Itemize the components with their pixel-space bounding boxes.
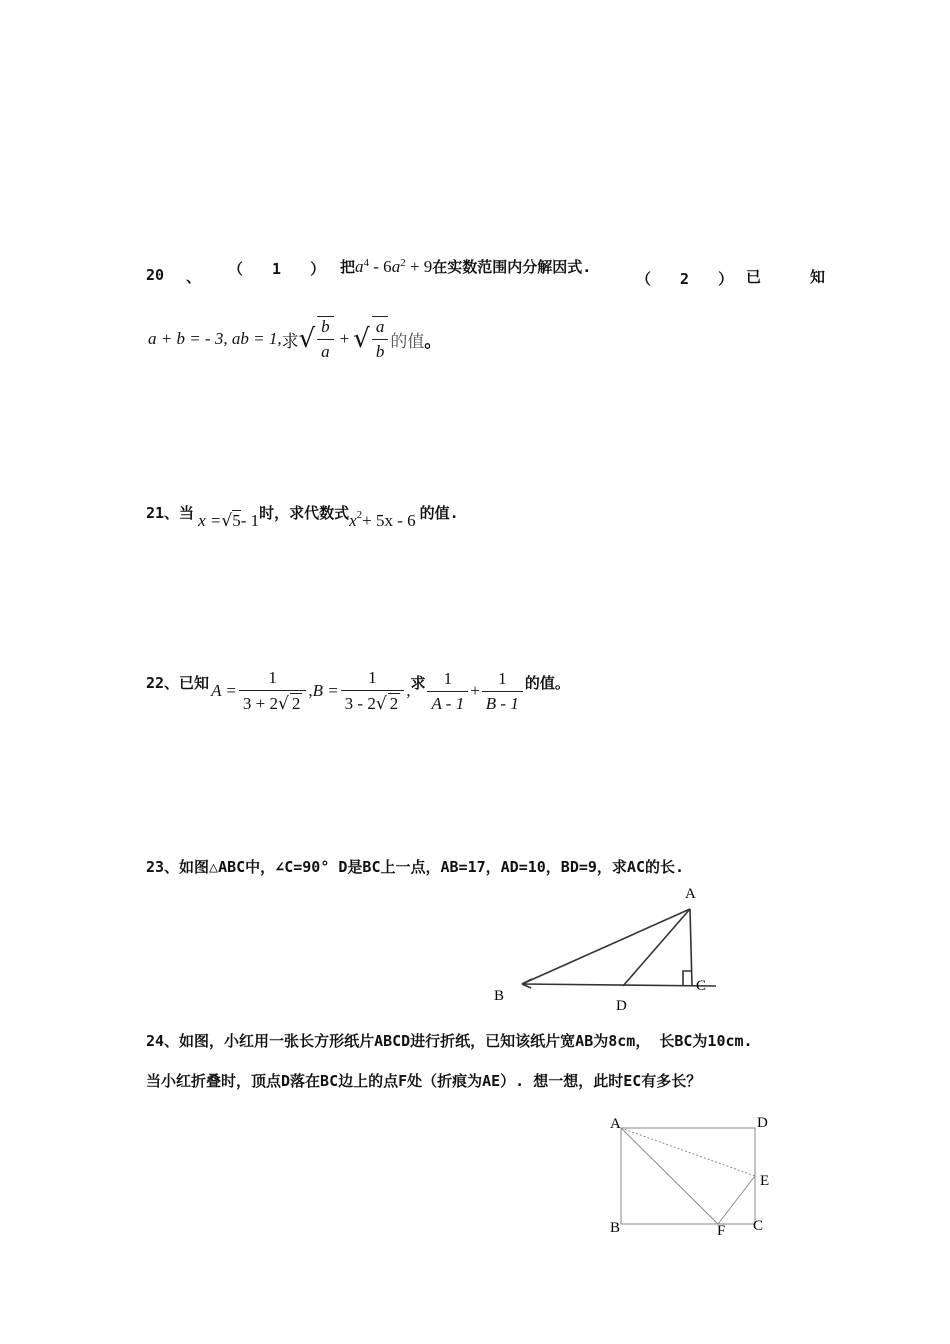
q24-segment-af xyxy=(621,1128,718,1224)
q20-part2-marker: （ 2 ） xyxy=(636,270,744,288)
q22-statement: 22、已知 A = $\frac{1}{3 + 2√ 2}$ , B = $\frac{1}{3 - 2√ 2}$ , 求 $\frac{1}{A - 1}$ + $\frac{1}{B - 1}$ 的值。 xyxy=(146,668,570,714)
q24-label-a: A xyxy=(610,1116,621,1132)
q20-known: 已 知 xyxy=(746,268,846,286)
q23-triangle-figure xyxy=(480,876,730,1016)
q23-right-angle-mark xyxy=(683,971,692,986)
q23-segment-ab xyxy=(522,909,690,984)
q23-segment-bc xyxy=(522,984,716,986)
q23-label-b: B xyxy=(494,988,505,1004)
q20-separator: 、 xyxy=(186,268,202,286)
q23-segment-ac xyxy=(690,909,692,986)
q23-label-c: C xyxy=(696,978,707,994)
q24-rectangle-abcd xyxy=(621,1128,755,1224)
q24-fold-figure xyxy=(600,1108,790,1238)
q23-statement: 23、如图△ABC中，∠C=90° D是BC上一点，AB=17，AD=10，BD=9，求AC的长. xyxy=(146,858,685,876)
q24-statement-line1: 24、如图，小红用一张长方形纸片ABCD进行折纸，已知该纸片宽AB为8cm， 长BC为10cm. xyxy=(146,1032,753,1050)
q23-label-a: A xyxy=(685,886,696,902)
q24-segment-fe xyxy=(718,1176,755,1224)
q24-statement-line2: 当小红折叠时，顶点D落在BC边上的点F处（折痕为AE）. 想一想，此时EC有多长？ xyxy=(146,1072,702,1090)
q23-label-d: D xyxy=(616,998,627,1014)
q20-number: 20 xyxy=(146,266,165,284)
q21-statement: 21、当 x = √ 5 - 1 时，求代数式 x $^2$ + 5x - 6 的值. xyxy=(146,504,459,531)
q20-part2-expression: a + b = - 3, ab = 1, 求 √ $\frac{b}{a}$ + √ $\frac{a}{b}$ 的值 。 xyxy=(148,317,442,361)
q24-label-c: C xyxy=(753,1218,764,1234)
q23-segment-ad xyxy=(623,909,690,986)
q24-label-d: D xyxy=(757,1115,768,1131)
q24-label-b: B xyxy=(610,1220,621,1236)
q20-part1-marker: （ 1 ） xyxy=(228,260,336,278)
q24-crease-ae xyxy=(621,1128,755,1176)
q20-part1-statement: 把$a^4 - 6a^2 + 9$在实数范围内分解因式. xyxy=(340,257,592,276)
q24-label-e: E xyxy=(760,1173,770,1189)
q24-label-f: F xyxy=(717,1223,726,1238)
